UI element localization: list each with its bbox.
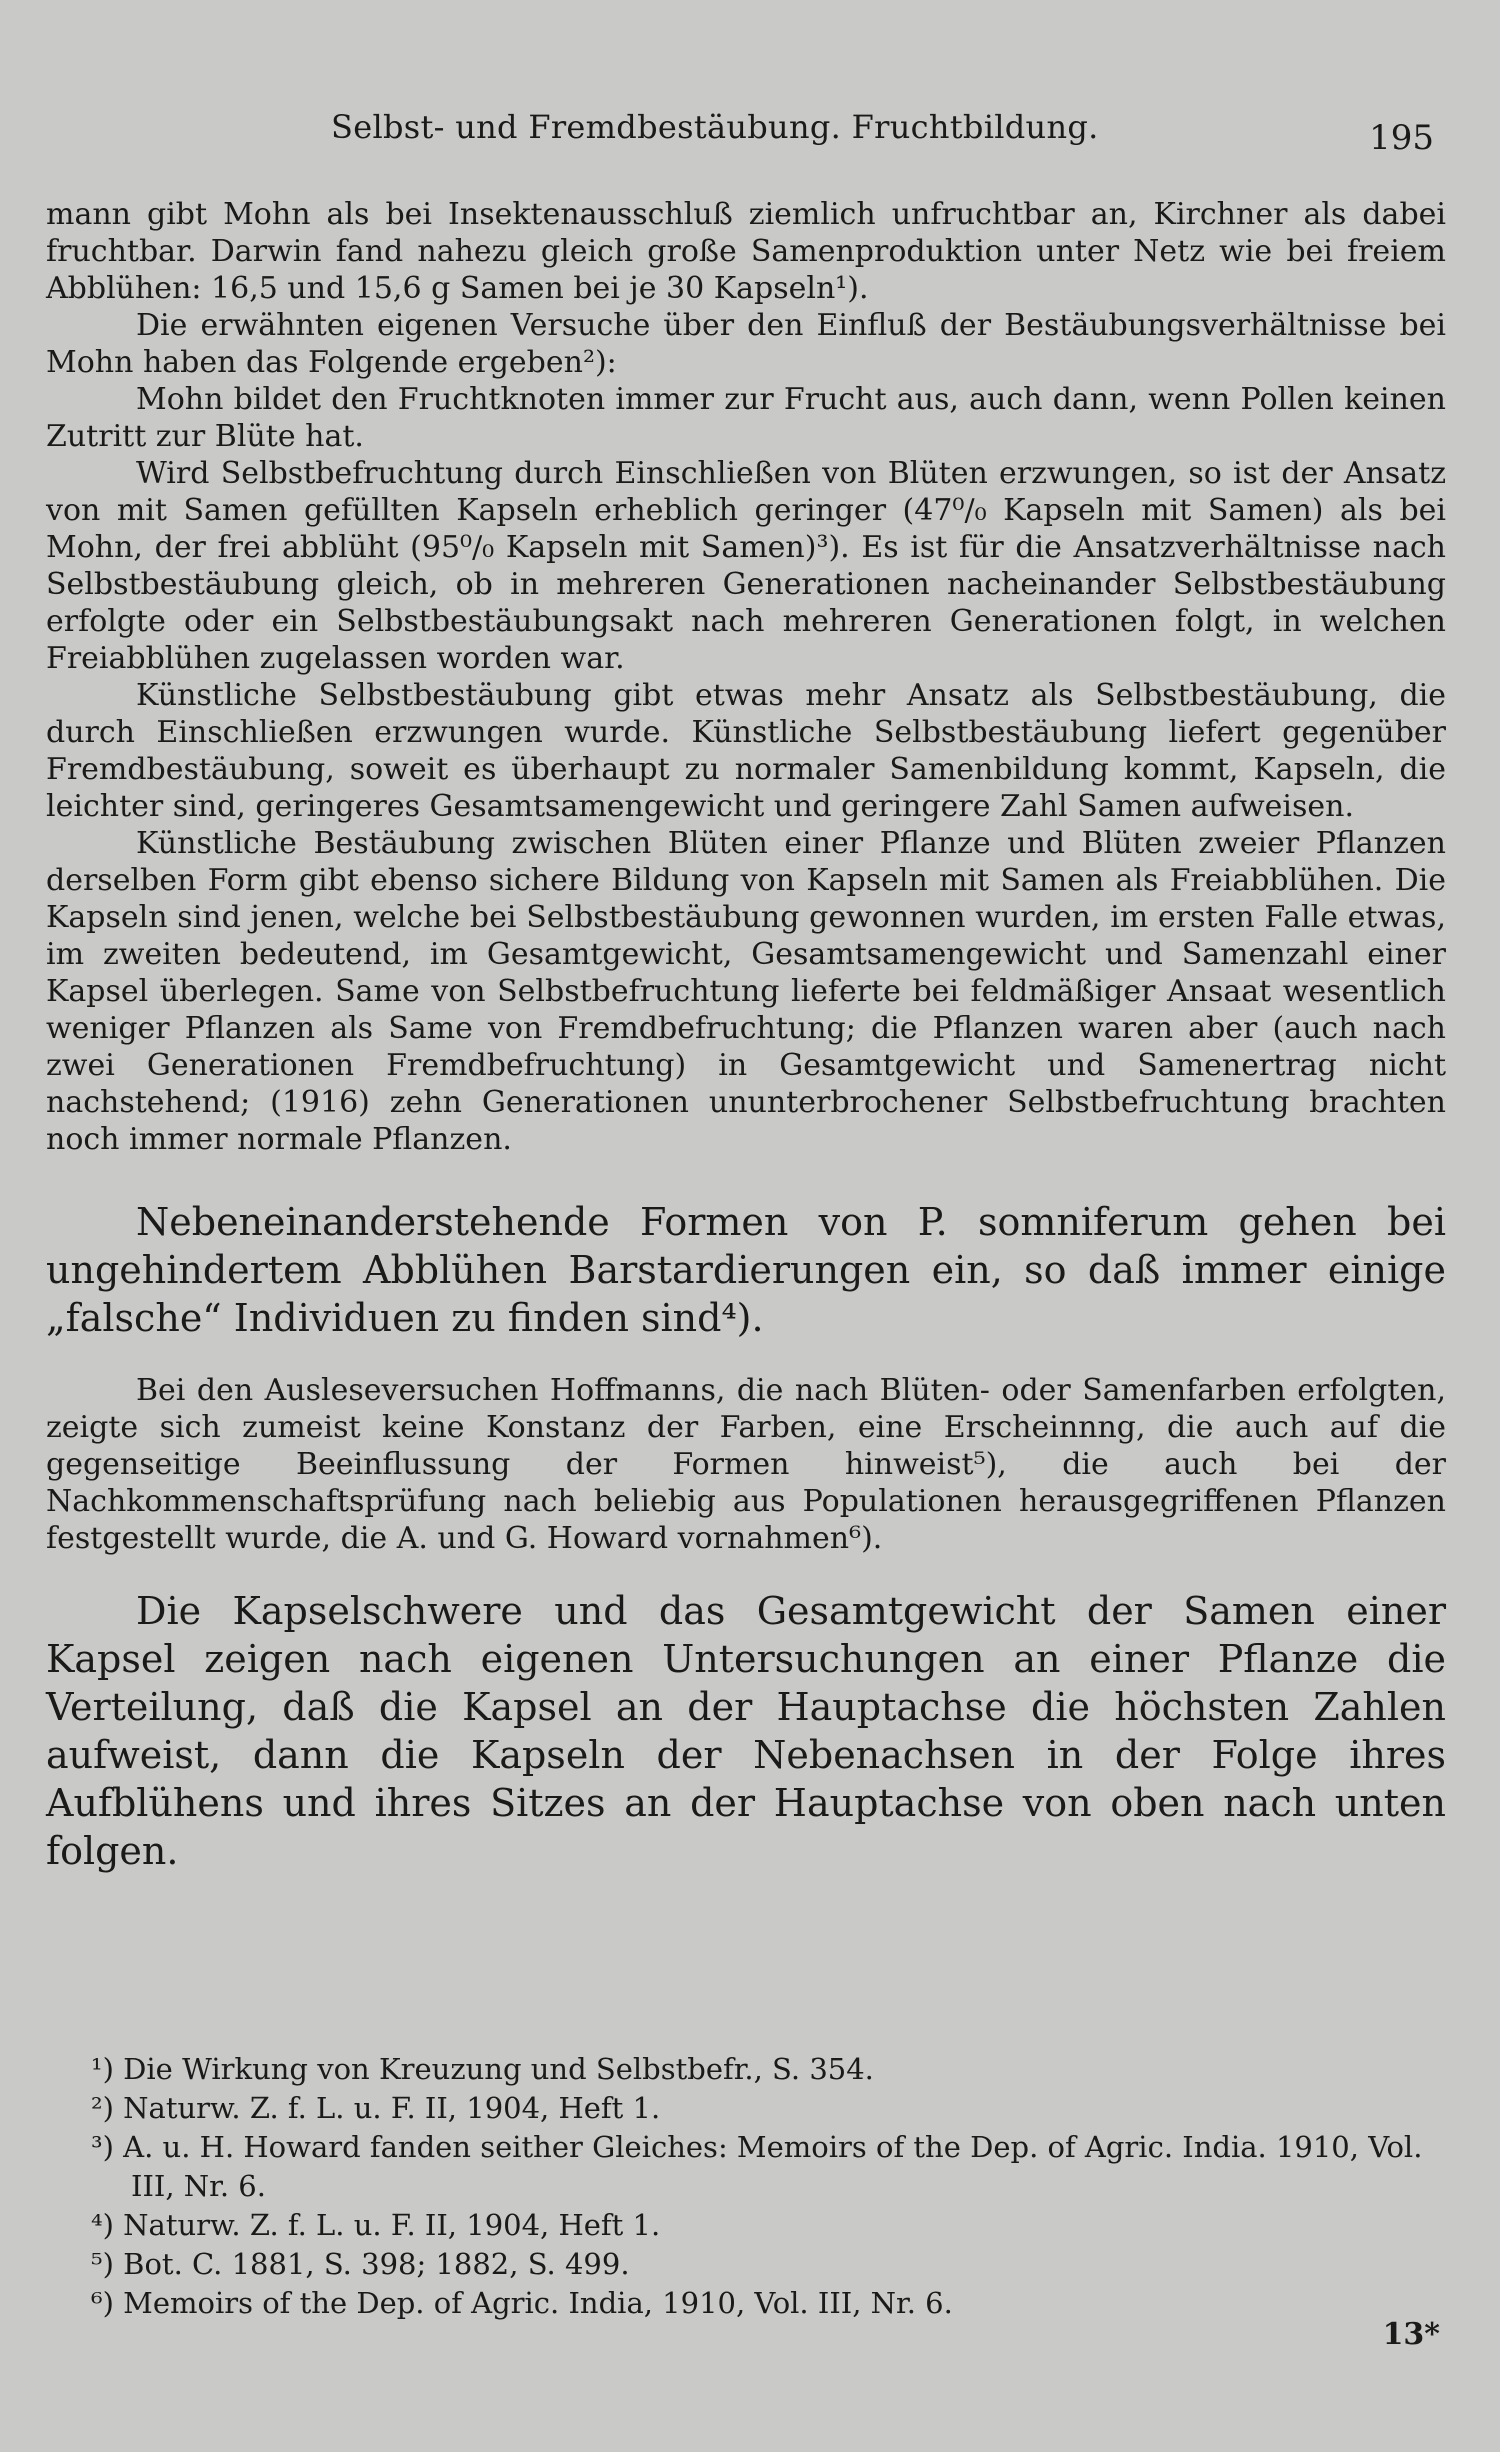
signature-mark: 13*: [1382, 2317, 1440, 2352]
footnotes: [46, 2050, 1446, 2323]
footnote-3: ³) A. u. H. Howard fanden seither Gleiches: Memoirs of the Dep. of Agric. India. 1910, Vol. III, Nr. 6.: [91, 2130, 1423, 2203]
footnote-2: ²) Naturw. Z. f. L. u. F. II, 1904, Heft 1.: [91, 2091, 661, 2125]
paragraph-self-fertilization: Wird Selbstbefruchtung durch Einschließen von Blüten erzwungen, so ist der Ansatz von mit Samen gefüllten Kapseln erheblich geringer (47⁰/₀ Kapseln mit Samen) als bei Mohn, der frei abblüht (95⁰/₀ Kapseln mit Samen)³). Es ist für die Ansatzverhältnisse nach Selbstbestäubung gleich, ob in mehreren Generationen nacheinander Selbstbestäubung erfolgte oder ein Selbstbestäubungsakt nach mehreren Generationen folgt, in welchen Freiabblühen zugelassen worden war.: [46, 456, 1446, 676]
page-header: [46, 100, 1446, 160]
body-text: [46, 196, 1446, 1875]
footnote-4: ⁴) Naturw. Z. f. L. u. F. II, 1904, Heft 1.: [91, 2208, 661, 2242]
footnote-5: ⁵) Bot. C. 1881, S. 398; 1882, S. 499.: [91, 2247, 630, 2281]
paragraph-selection-experiments: Bei den Ausleseversuchen Hoffmanns, die nach Blüten- oder Samenfarben erfolgten, zeigte sich zumeist keine Konstanz der Farben, eine Erscheinnng, die auch auf die gegenseitige Beeinflussung der Formen hinweist⁵), die auch bei der Nachkommenschaftsprüfung nach beliebig aus Populationen herausgegriffenen Pflanzen festgestellt wurde, die A. und G. Howard vornahmen⁶).: [46, 1373, 1446, 1556]
paragraph-hybridization: Nebeneinanderstehende Formen von P. somniferum gehen bei ungehindertem Abblühen Barstardierungen ein, so daß immer einige „falsche“ Individuen zu finden sind⁴).: [46, 1200, 1446, 1340]
footnote-1: ¹) Die Wirkung von Kreuzung und Selbstbefr., S. 354.: [91, 2052, 874, 2086]
page-number: 195: [1369, 118, 1434, 158]
paragraph-fruit-formation: Mohn bildet den Fruchtknoten immer zur Frucht aus, auch dann, wenn Pollen keinen Zutritt zur Blüte hat.: [46, 382, 1446, 454]
paragraph-own-experiments: Die erwähnten eigenen Versuche über den Einfluß der Bestäubungsverhältnisse bei Mohn haben das Folgende ergeben²):: [46, 308, 1446, 380]
paragraph-artificial-self-pollination: Künstliche Selbstbestäubung gibt etwas mehr Ansatz als Selbstbestäubung, die durch Einschließen erzwungen wurde. Künstliche Selbstbestäubung liefert gegenüber Fremdbestäubung, soweit es überhaupt zu normaler Samenbildung kommt, Kapseln, die leichter sind, geringeres Gesamtsamengewicht und geringere Zahl Samen aufweisen.: [46, 678, 1446, 824]
running-head: Selbst- und Fremdbestäubung. Fruchtbildung.: [331, 108, 1099, 146]
paragraph-continued: mann gibt Mohn als bei Insektenausschluß ziemlich unfruchtbar an, Kirchner als dabei fruchtbar. Darwin fand nahezu gleich große Samenproduktion unter Netz wie bei freiem Abblühen: 16,5 und 15,6 g Samen bei je 30 Kapseln¹).: [46, 197, 1446, 306]
paragraph-artificial-pollination: Künstliche Bestäubung zwischen Blüten einer Pflanze und Blüten zweier Pflanzen derselben Form gibt ebenso sichere Bildung von Kapseln mit Samen als Freiabblühen. Die Kapseln sind jenen, welche bei Selbstbestäubung gewonnen wurden, im ersten Falle etwas, im zweiten bedeutend, im Gesamtgewicht, Gesamtsamengewicht und Samenzahl einer Kapsel überlegen. Same von Selbstbefruchtung lieferte bei feldmäßiger Ansaat wesentlich weniger Pflanzen als Same von Fremdbefruchtung; die Pflanzen waren aber (auch nach zwei Generationen Fremdbefruchtung) in Gesamtgewicht und Samenertrag nicht nachstehend; (1916) zehn Generationen ununterbrochener Selbstbefruchtung brachten noch immer normale Pflanzen.: [46, 826, 1446, 1157]
paragraph-capsule-weight: Die Kapselschwere und das Gesamtgewicht der Samen einer Kapsel zeigen nach eigenen Untersuchungen an einer Pflanze die Verteilung, daß die Kapsel an der Hauptachse die höchsten Zahlen aufweist, dann die Kapseln der Nebenachsen in der Folge ihres Aufblühens und ihres Sitzes an der Hauptachse von oben nach unten folgen.: [46, 1589, 1446, 1873]
footnote-6: ⁶) Memoirs of the Dep. of Agric. India, 1910, Vol. III, Nr. 6.: [91, 2286, 953, 2320]
